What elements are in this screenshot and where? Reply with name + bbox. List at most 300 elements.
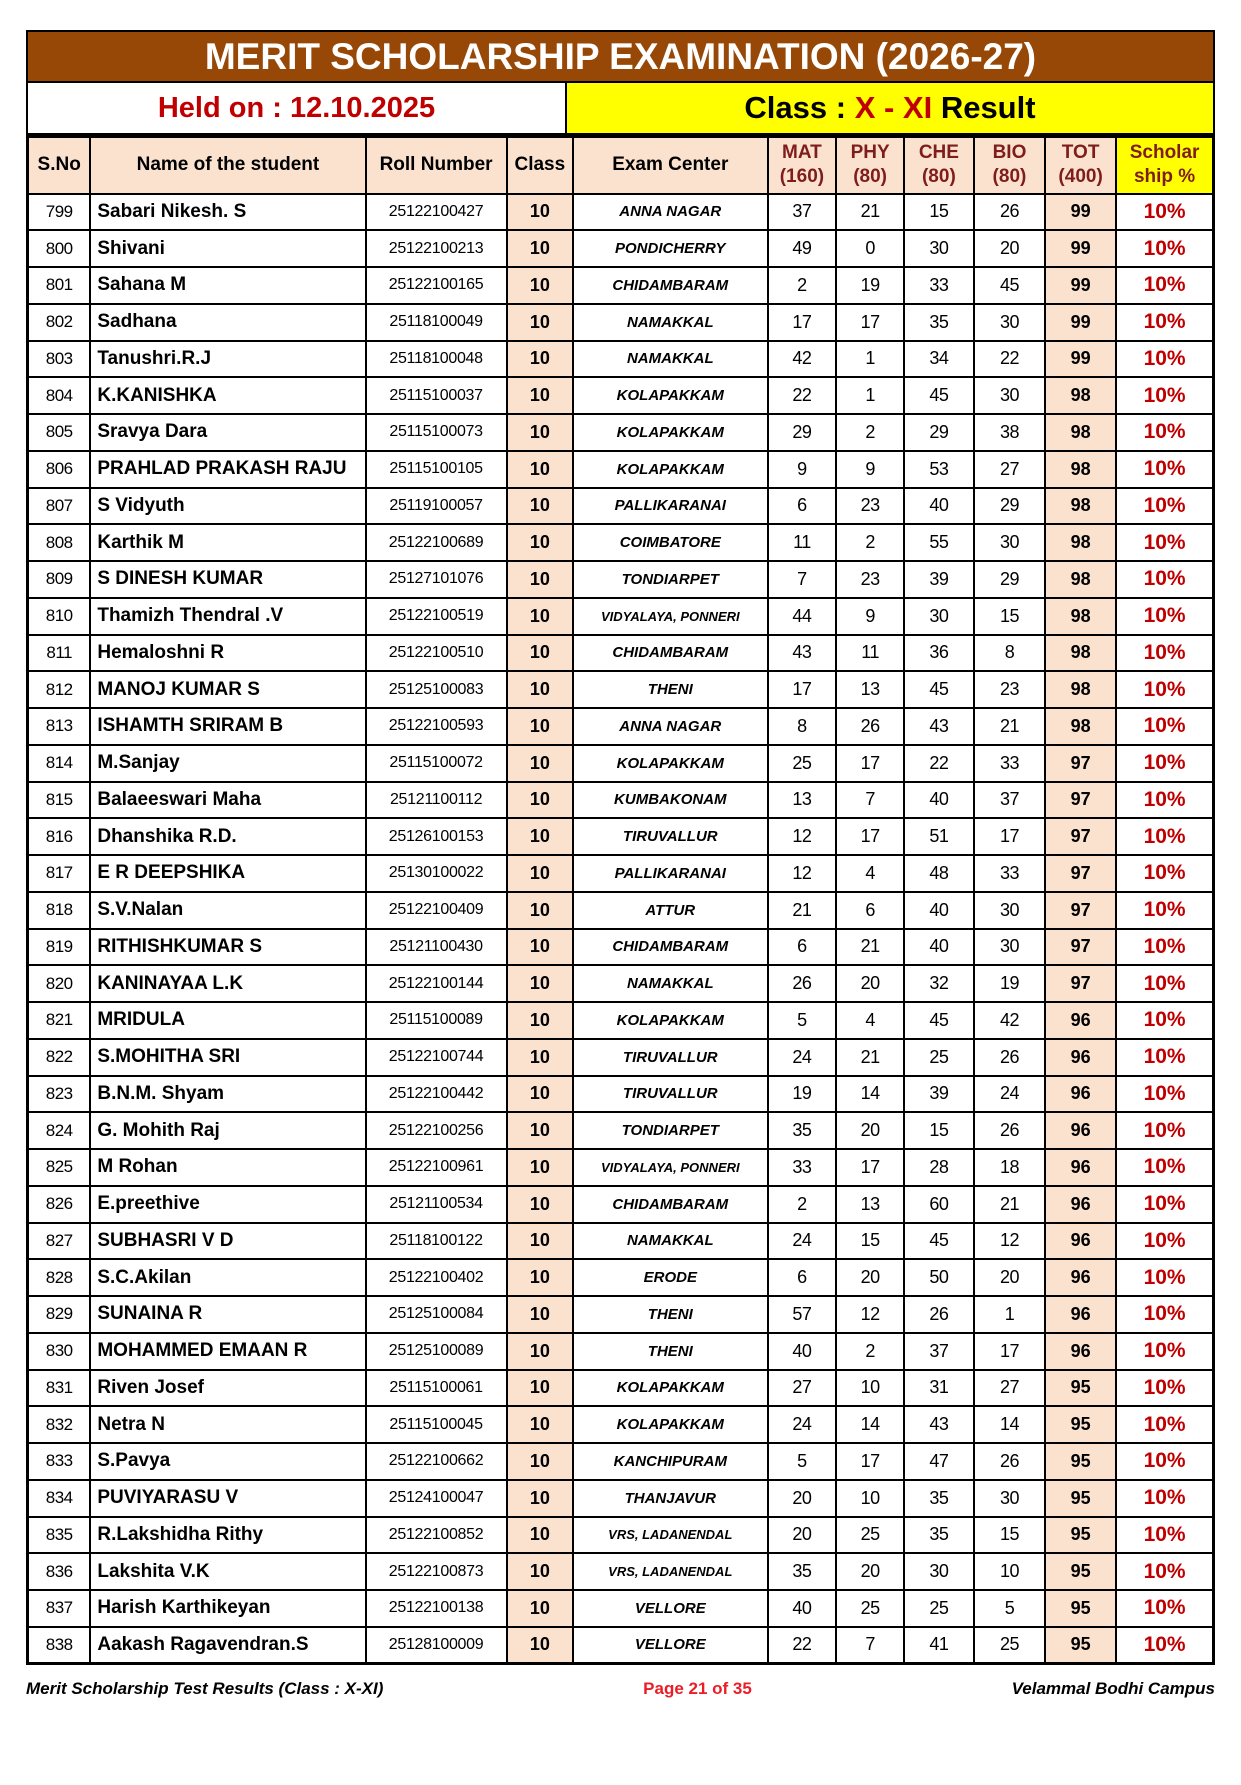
cell-mat-score: 57 [768, 1296, 837, 1333]
cell-scholarship-percent: 10% [1116, 1259, 1213, 1296]
cell-total-score: 98 [1045, 488, 1116, 525]
cell-bio-score: 19 [974, 965, 1045, 1002]
cell-scholarship-percent: 10% [1116, 524, 1213, 561]
cell-roll-number: 25128100009 [366, 1627, 507, 1664]
cell-scholarship-percent: 10% [1116, 1517, 1213, 1554]
footer-report-title: Merit Scholarship Test Results (Class : X-XI) [26, 1679, 384, 1698]
cell-total-score: 98 [1045, 524, 1116, 561]
cell-che-score: 32 [904, 965, 974, 1002]
cell-exam-center: VELLORE [573, 1590, 768, 1627]
cell-bio-score: 42 [974, 1002, 1045, 1039]
col-header-scholarship-line1: Scholar [1129, 141, 1200, 163]
cell-bio-score: 15 [974, 1517, 1045, 1554]
table-row [28, 267, 1214, 304]
cell-exam-center: THENI [573, 1333, 768, 1370]
cell-roll-number: 25121100430 [366, 929, 507, 966]
cell-class: 10 [507, 1186, 573, 1223]
cell-total-score: 99 [1045, 267, 1116, 304]
cell-class: 10 [507, 1627, 573, 1664]
cell-total-score: 96 [1045, 1259, 1116, 1296]
cell-bio-score: 27 [974, 451, 1045, 488]
table-row [28, 1112, 1214, 1149]
cell-serial-number: 806 [28, 451, 91, 488]
cell-mat-score: 8 [768, 708, 837, 745]
cell-student-name: E R DEEPSHIKA [90, 855, 365, 892]
cell-serial-number: 804 [28, 377, 91, 414]
table-row [28, 598, 1214, 635]
cell-mat-score: 12 [768, 855, 837, 892]
cell-che-score: 22 [904, 745, 974, 782]
cell-phy-score: 7 [836, 1627, 904, 1664]
cell-scholarship-percent: 10% [1116, 341, 1213, 378]
table-row [28, 1039, 1214, 1076]
table-row [28, 1223, 1214, 1260]
cell-class: 10 [507, 635, 573, 672]
cell-mat-score: 5 [768, 1002, 837, 1039]
cell-mat-score: 9 [768, 451, 837, 488]
col-header-phy [836, 137, 904, 194]
cell-bio-score: 37 [974, 782, 1045, 819]
cell-class: 10 [507, 1590, 573, 1627]
cell-bio-score: 20 [974, 230, 1045, 267]
cell-phy-score: 17 [836, 818, 904, 855]
cell-mat-score: 13 [768, 782, 837, 819]
cell-total-score: 99 [1045, 230, 1116, 267]
col-header-mat-line2: (160) [779, 166, 825, 188]
cell-mat-score: 20 [768, 1480, 837, 1517]
col-header-phy-line1: PHY [850, 141, 890, 163]
cell-scholarship-percent: 10% [1116, 304, 1213, 341]
cell-student-name: R.Lakshidha Rithy [90, 1517, 365, 1554]
cell-scholarship-percent: 10% [1116, 451, 1213, 488]
col-header-bio-line1: BIO [992, 141, 1027, 163]
cell-exam-center: PALLIKARANAI [573, 488, 768, 525]
cell-bio-score: 38 [974, 414, 1045, 451]
cell-bio-score: 22 [974, 341, 1045, 378]
cell-total-score: 98 [1045, 708, 1116, 745]
cell-mat-score: 11 [768, 524, 837, 561]
table-row [28, 818, 1214, 855]
cell-che-score: 45 [904, 1002, 974, 1039]
table-row [28, 1480, 1214, 1517]
cell-mat-score: 43 [768, 635, 837, 672]
table-row [28, 1002, 1214, 1039]
cell-class: 10 [507, 1333, 573, 1370]
page-title: MERIT SCHOLARSHIP EXAMINATION (2026-27) [26, 30, 1215, 83]
cell-class: 10 [507, 598, 573, 635]
table-row [28, 708, 1214, 745]
cell-serial-number: 836 [28, 1553, 91, 1590]
cell-bio-score: 30 [974, 892, 1045, 929]
cell-serial-number: 810 [28, 598, 91, 635]
cell-scholarship-percent: 10% [1116, 1627, 1213, 1664]
cell-che-score: 51 [904, 818, 974, 855]
cell-mat-score: 6 [768, 929, 837, 966]
cell-bio-score: 45 [974, 267, 1045, 304]
cell-scholarship-percent: 10% [1116, 194, 1213, 231]
cell-roll-number: 25122100427 [366, 194, 507, 231]
cell-student-name: M Rohan [90, 1149, 365, 1186]
cell-scholarship-percent: 10% [1116, 230, 1213, 267]
cell-roll-number: 25115100061 [366, 1370, 507, 1407]
cell-bio-score: 30 [974, 929, 1045, 966]
table-row [28, 524, 1214, 561]
cell-bio-score: 23 [974, 671, 1045, 708]
cell-serial-number: 832 [28, 1406, 91, 1443]
col-header-phy-line2: (80) [853, 166, 887, 188]
table-row [28, 929, 1214, 966]
cell-che-score: 40 [904, 929, 974, 966]
cell-bio-score: 18 [974, 1149, 1045, 1186]
cell-scholarship-percent: 10% [1116, 1149, 1213, 1186]
cell-che-score: 43 [904, 1406, 974, 1443]
cell-student-name: ISHAMTH SRIRAM B [90, 708, 365, 745]
cell-phy-score: 1 [836, 341, 904, 378]
cell-phy-score: 20 [836, 1553, 904, 1590]
cell-che-score: 30 [904, 230, 974, 267]
col-header-mat [768, 137, 837, 194]
cell-bio-score: 21 [974, 708, 1045, 745]
cell-mat-score: 25 [768, 745, 837, 782]
cell-serial-number: 823 [28, 1076, 91, 1113]
cell-scholarship-percent: 10% [1116, 377, 1213, 414]
class-result-suffix: Result [932, 90, 1036, 125]
cell-serial-number: 801 [28, 267, 91, 304]
cell-che-score: 34 [904, 341, 974, 378]
cell-class: 10 [507, 708, 573, 745]
cell-class: 10 [507, 451, 573, 488]
cell-bio-score: 27 [974, 1370, 1045, 1407]
class-result-highlight: X - XI [854, 90, 933, 125]
cell-serial-number: 822 [28, 1039, 91, 1076]
cell-serial-number: 819 [28, 929, 91, 966]
cell-serial-number: 821 [28, 1002, 91, 1039]
cell-phy-score: 10 [836, 1370, 904, 1407]
table-row [28, 488, 1214, 525]
cell-student-name: Hemaloshni R [90, 635, 365, 672]
cell-class: 10 [507, 561, 573, 598]
cell-roll-number: 25126100153 [366, 818, 507, 855]
cell-class: 10 [507, 194, 573, 231]
cell-phy-score: 17 [836, 304, 904, 341]
cell-roll-number: 25122100873 [366, 1553, 507, 1590]
cell-exam-center: KOLAPAKKAM [573, 377, 768, 414]
cell-student-name: SUNAINA R [90, 1296, 365, 1333]
cell-mat-score: 20 [768, 1517, 837, 1554]
cell-phy-score: 14 [836, 1076, 904, 1113]
cell-bio-score: 21 [974, 1186, 1045, 1223]
results-table [26, 135, 1215, 1665]
col-header-sno: S.No [28, 137, 91, 194]
table-row [28, 1627, 1214, 1664]
cell-che-score: 33 [904, 267, 974, 304]
cell-serial-number: 799 [28, 194, 91, 231]
cell-student-name: MANOJ KUMAR S [90, 671, 365, 708]
cell-phy-score: 13 [836, 1186, 904, 1223]
cell-student-name: RITHISHKUMAR S [90, 929, 365, 966]
cell-bio-score: 14 [974, 1406, 1045, 1443]
cell-student-name: PRAHLAD PRAKASH RAJU [90, 451, 365, 488]
col-header-bio-line2: (80) [992, 166, 1027, 188]
cell-serial-number: 825 [28, 1149, 91, 1186]
cell-roll-number: 25122100402 [366, 1259, 507, 1296]
footer-page-number: Page 21 of 35 [643, 1679, 752, 1698]
cell-roll-number: 25122100593 [366, 708, 507, 745]
cell-phy-score: 20 [836, 1112, 904, 1149]
cell-bio-score: 33 [974, 745, 1045, 782]
cell-roll-number: 25122100852 [366, 1517, 507, 1554]
cell-scholarship-percent: 10% [1116, 671, 1213, 708]
cell-exam-center: ANNA NAGAR [573, 194, 768, 231]
cell-roll-number: 25118100122 [366, 1223, 507, 1260]
cell-phy-score: 25 [836, 1517, 904, 1554]
cell-exam-center: VELLORE [573, 1627, 768, 1664]
cell-che-score: 31 [904, 1370, 974, 1407]
cell-phy-score: 23 [836, 488, 904, 525]
cell-exam-center: THENI [573, 671, 768, 708]
cell-class: 10 [507, 1259, 573, 1296]
cell-total-score: 96 [1045, 1002, 1116, 1039]
cell-mat-score: 5 [768, 1443, 837, 1480]
cell-che-score: 15 [904, 1112, 974, 1149]
cell-mat-score: 42 [768, 341, 837, 378]
cell-total-score: 95 [1045, 1517, 1116, 1554]
cell-mat-score: 17 [768, 304, 837, 341]
cell-bio-score: 26 [974, 1112, 1045, 1149]
cell-bio-score: 1 [974, 1296, 1045, 1333]
cell-scholarship-percent: 10% [1116, 855, 1213, 892]
cell-total-score: 99 [1045, 304, 1116, 341]
cell-mat-score: 35 [768, 1553, 837, 1590]
cell-serial-number: 813 [28, 708, 91, 745]
cell-class: 10 [507, 1076, 573, 1113]
cell-phy-score: 13 [836, 671, 904, 708]
table-row [28, 1517, 1214, 1554]
cell-bio-score: 30 [974, 377, 1045, 414]
cell-class: 10 [507, 524, 573, 561]
cell-scholarship-percent: 10% [1116, 1333, 1213, 1370]
cell-phy-score: 7 [836, 782, 904, 819]
cell-serial-number: 828 [28, 1259, 91, 1296]
cell-scholarship-percent: 10% [1116, 635, 1213, 672]
col-header-scholarship [1116, 137, 1213, 194]
cell-student-name: MRIDULA [90, 1002, 365, 1039]
class-result-banner [567, 83, 1215, 135]
table-row [28, 1296, 1214, 1333]
cell-class: 10 [507, 1406, 573, 1443]
cell-exam-center: KOLAPAKKAM [573, 451, 768, 488]
cell-student-name: Sadhana [90, 304, 365, 341]
cell-class: 10 [507, 488, 573, 525]
cell-mat-score: 24 [768, 1223, 837, 1260]
cell-scholarship-percent: 10% [1116, 965, 1213, 1002]
cell-class: 10 [507, 304, 573, 341]
cell-serial-number: 817 [28, 855, 91, 892]
cell-student-name: Netra N [90, 1406, 365, 1443]
cell-che-score: 28 [904, 1149, 974, 1186]
cell-bio-score: 26 [974, 1443, 1045, 1480]
cell-bio-score: 29 [974, 488, 1045, 525]
cell-scholarship-percent: 10% [1116, 1406, 1213, 1443]
cell-bio-score: 10 [974, 1553, 1045, 1590]
cell-scholarship-percent: 10% [1116, 1112, 1213, 1149]
footer-campus-name: Velammal Bodhi Campus [1011, 1679, 1215, 1698]
cell-total-score: 97 [1045, 965, 1116, 1002]
cell-serial-number: 834 [28, 1480, 91, 1517]
cell-mat-score: 27 [768, 1370, 837, 1407]
cell-roll-number: 25119100057 [366, 488, 507, 525]
cell-mat-score: 26 [768, 965, 837, 1002]
cell-bio-score: 26 [974, 194, 1045, 231]
cell-roll-number: 25122100961 [366, 1149, 507, 1186]
cell-serial-number: 830 [28, 1333, 91, 1370]
cell-phy-score: 2 [836, 524, 904, 561]
cell-che-score: 15 [904, 194, 974, 231]
cell-che-score: 39 [904, 561, 974, 598]
cell-exam-center: KOLAPAKKAM [573, 414, 768, 451]
table-row [28, 1149, 1214, 1186]
cell-exam-center: ERODE [573, 1259, 768, 1296]
cell-mat-score: 29 [768, 414, 837, 451]
cell-scholarship-percent: 10% [1116, 892, 1213, 929]
cell-bio-score: 5 [974, 1590, 1045, 1627]
cell-serial-number: 811 [28, 635, 91, 672]
cell-student-name: Sabari Nikesh. S [90, 194, 365, 231]
cell-exam-center: VIDYALAYA, PONNERI [573, 598, 768, 635]
cell-che-score: 26 [904, 1296, 974, 1333]
cell-total-score: 98 [1045, 561, 1116, 598]
cell-serial-number: 815 [28, 782, 91, 819]
results-tbody [28, 194, 1214, 1664]
cell-class: 10 [507, 1039, 573, 1076]
cell-roll-number: 25115100073 [366, 414, 507, 451]
col-header-class: Class [507, 137, 573, 194]
cell-mat-score: 22 [768, 377, 837, 414]
cell-roll-number: 25122100662 [366, 1443, 507, 1480]
cell-roll-number: 25122100689 [366, 524, 507, 561]
cell-serial-number: 838 [28, 1627, 91, 1664]
cell-class: 10 [507, 892, 573, 929]
cell-class: 10 [507, 1480, 573, 1517]
col-header-tot-line1: TOT [1061, 141, 1100, 163]
cell-student-name: G. Mohith Raj [90, 1112, 365, 1149]
cell-che-score: 53 [904, 451, 974, 488]
cell-exam-center: KANCHIPURAM [573, 1443, 768, 1480]
cell-class: 10 [507, 1443, 573, 1480]
cell-phy-score: 0 [836, 230, 904, 267]
cell-total-score: 96 [1045, 1223, 1116, 1260]
cell-exam-center: ATTUR [573, 892, 768, 929]
cell-student-name: KANINAYAA L.K [90, 965, 365, 1002]
cell-student-name: Sravya Dara [90, 414, 365, 451]
cell-class: 10 [507, 1553, 573, 1590]
cell-exam-center: THANJAVUR [573, 1480, 768, 1517]
cell-che-score: 60 [904, 1186, 974, 1223]
sub-header-band [26, 83, 1215, 135]
cell-serial-number: 802 [28, 304, 91, 341]
cell-roll-number: 25125100083 [366, 671, 507, 708]
cell-class: 10 [507, 745, 573, 782]
cell-che-score: 25 [904, 1590, 974, 1627]
cell-total-score: 96 [1045, 1186, 1116, 1223]
cell-bio-score: 30 [974, 524, 1045, 561]
cell-bio-score: 33 [974, 855, 1045, 892]
cell-mat-score: 2 [768, 267, 837, 304]
cell-scholarship-percent: 10% [1116, 561, 1213, 598]
cell-phy-score: 23 [836, 561, 904, 598]
cell-total-score: 95 [1045, 1553, 1116, 1590]
table-row [28, 451, 1214, 488]
cell-mat-score: 40 [768, 1590, 837, 1627]
cell-bio-score: 30 [974, 304, 1045, 341]
cell-total-score: 95 [1045, 1370, 1116, 1407]
table-row [28, 745, 1214, 782]
cell-class: 10 [507, 855, 573, 892]
cell-total-score: 97 [1045, 818, 1116, 855]
table-row [28, 671, 1214, 708]
cell-che-score: 29 [904, 414, 974, 451]
cell-phy-score: 2 [836, 1333, 904, 1370]
cell-student-name: MOHAMMED EMAAN R [90, 1333, 365, 1370]
cell-bio-score: 24 [974, 1076, 1045, 1113]
cell-exam-center: KOLAPAKKAM [573, 1406, 768, 1443]
cell-phy-score: 12 [836, 1296, 904, 1333]
cell-serial-number: 814 [28, 745, 91, 782]
cell-scholarship-percent: 10% [1116, 488, 1213, 525]
cell-exam-center: VIDYALAYA, PONNERI [573, 1149, 768, 1186]
cell-phy-score: 14 [836, 1406, 904, 1443]
cell-total-score: 97 [1045, 782, 1116, 819]
table-row [28, 635, 1214, 672]
cell-scholarship-percent: 10% [1116, 818, 1213, 855]
cell-student-name: S Vidyuth [90, 488, 365, 525]
cell-roll-number: 25122100256 [366, 1112, 507, 1149]
col-header-mat-line1: MAT [782, 141, 822, 163]
header-row [28, 137, 1214, 194]
cell-roll-number: 25122100519 [366, 598, 507, 635]
cell-phy-score: 9 [836, 451, 904, 488]
cell-bio-score: 26 [974, 1039, 1045, 1076]
page-footer [26, 1679, 1215, 1699]
table-row [28, 561, 1214, 598]
cell-che-score: 36 [904, 635, 974, 672]
cell-roll-number: 25127101076 [366, 561, 507, 598]
cell-serial-number: 807 [28, 488, 91, 525]
cell-scholarship-percent: 10% [1116, 708, 1213, 745]
cell-serial-number: 837 [28, 1590, 91, 1627]
cell-class: 10 [507, 1112, 573, 1149]
cell-bio-score: 29 [974, 561, 1045, 598]
cell-student-name: Lakshita V.K [90, 1553, 365, 1590]
cell-scholarship-percent: 10% [1116, 1039, 1213, 1076]
cell-student-name: S.V.Nalan [90, 892, 365, 929]
table-row [28, 341, 1214, 378]
cell-class: 10 [507, 671, 573, 708]
cell-roll-number: 25118100048 [366, 341, 507, 378]
cell-phy-score: 15 [836, 1223, 904, 1260]
cell-exam-center: TIRUVALLUR [573, 1076, 768, 1113]
cell-roll-number: 25115100089 [366, 1002, 507, 1039]
cell-class: 10 [507, 341, 573, 378]
cell-serial-number: 824 [28, 1112, 91, 1149]
cell-scholarship-percent: 10% [1116, 1553, 1213, 1590]
cell-che-score: 37 [904, 1333, 974, 1370]
cell-che-score: 41 [904, 1627, 974, 1664]
cell-exam-center: NAMAKKAL [573, 304, 768, 341]
col-header-center: Exam Center [573, 137, 768, 194]
table-row [28, 1590, 1214, 1627]
cell-che-score: 40 [904, 782, 974, 819]
